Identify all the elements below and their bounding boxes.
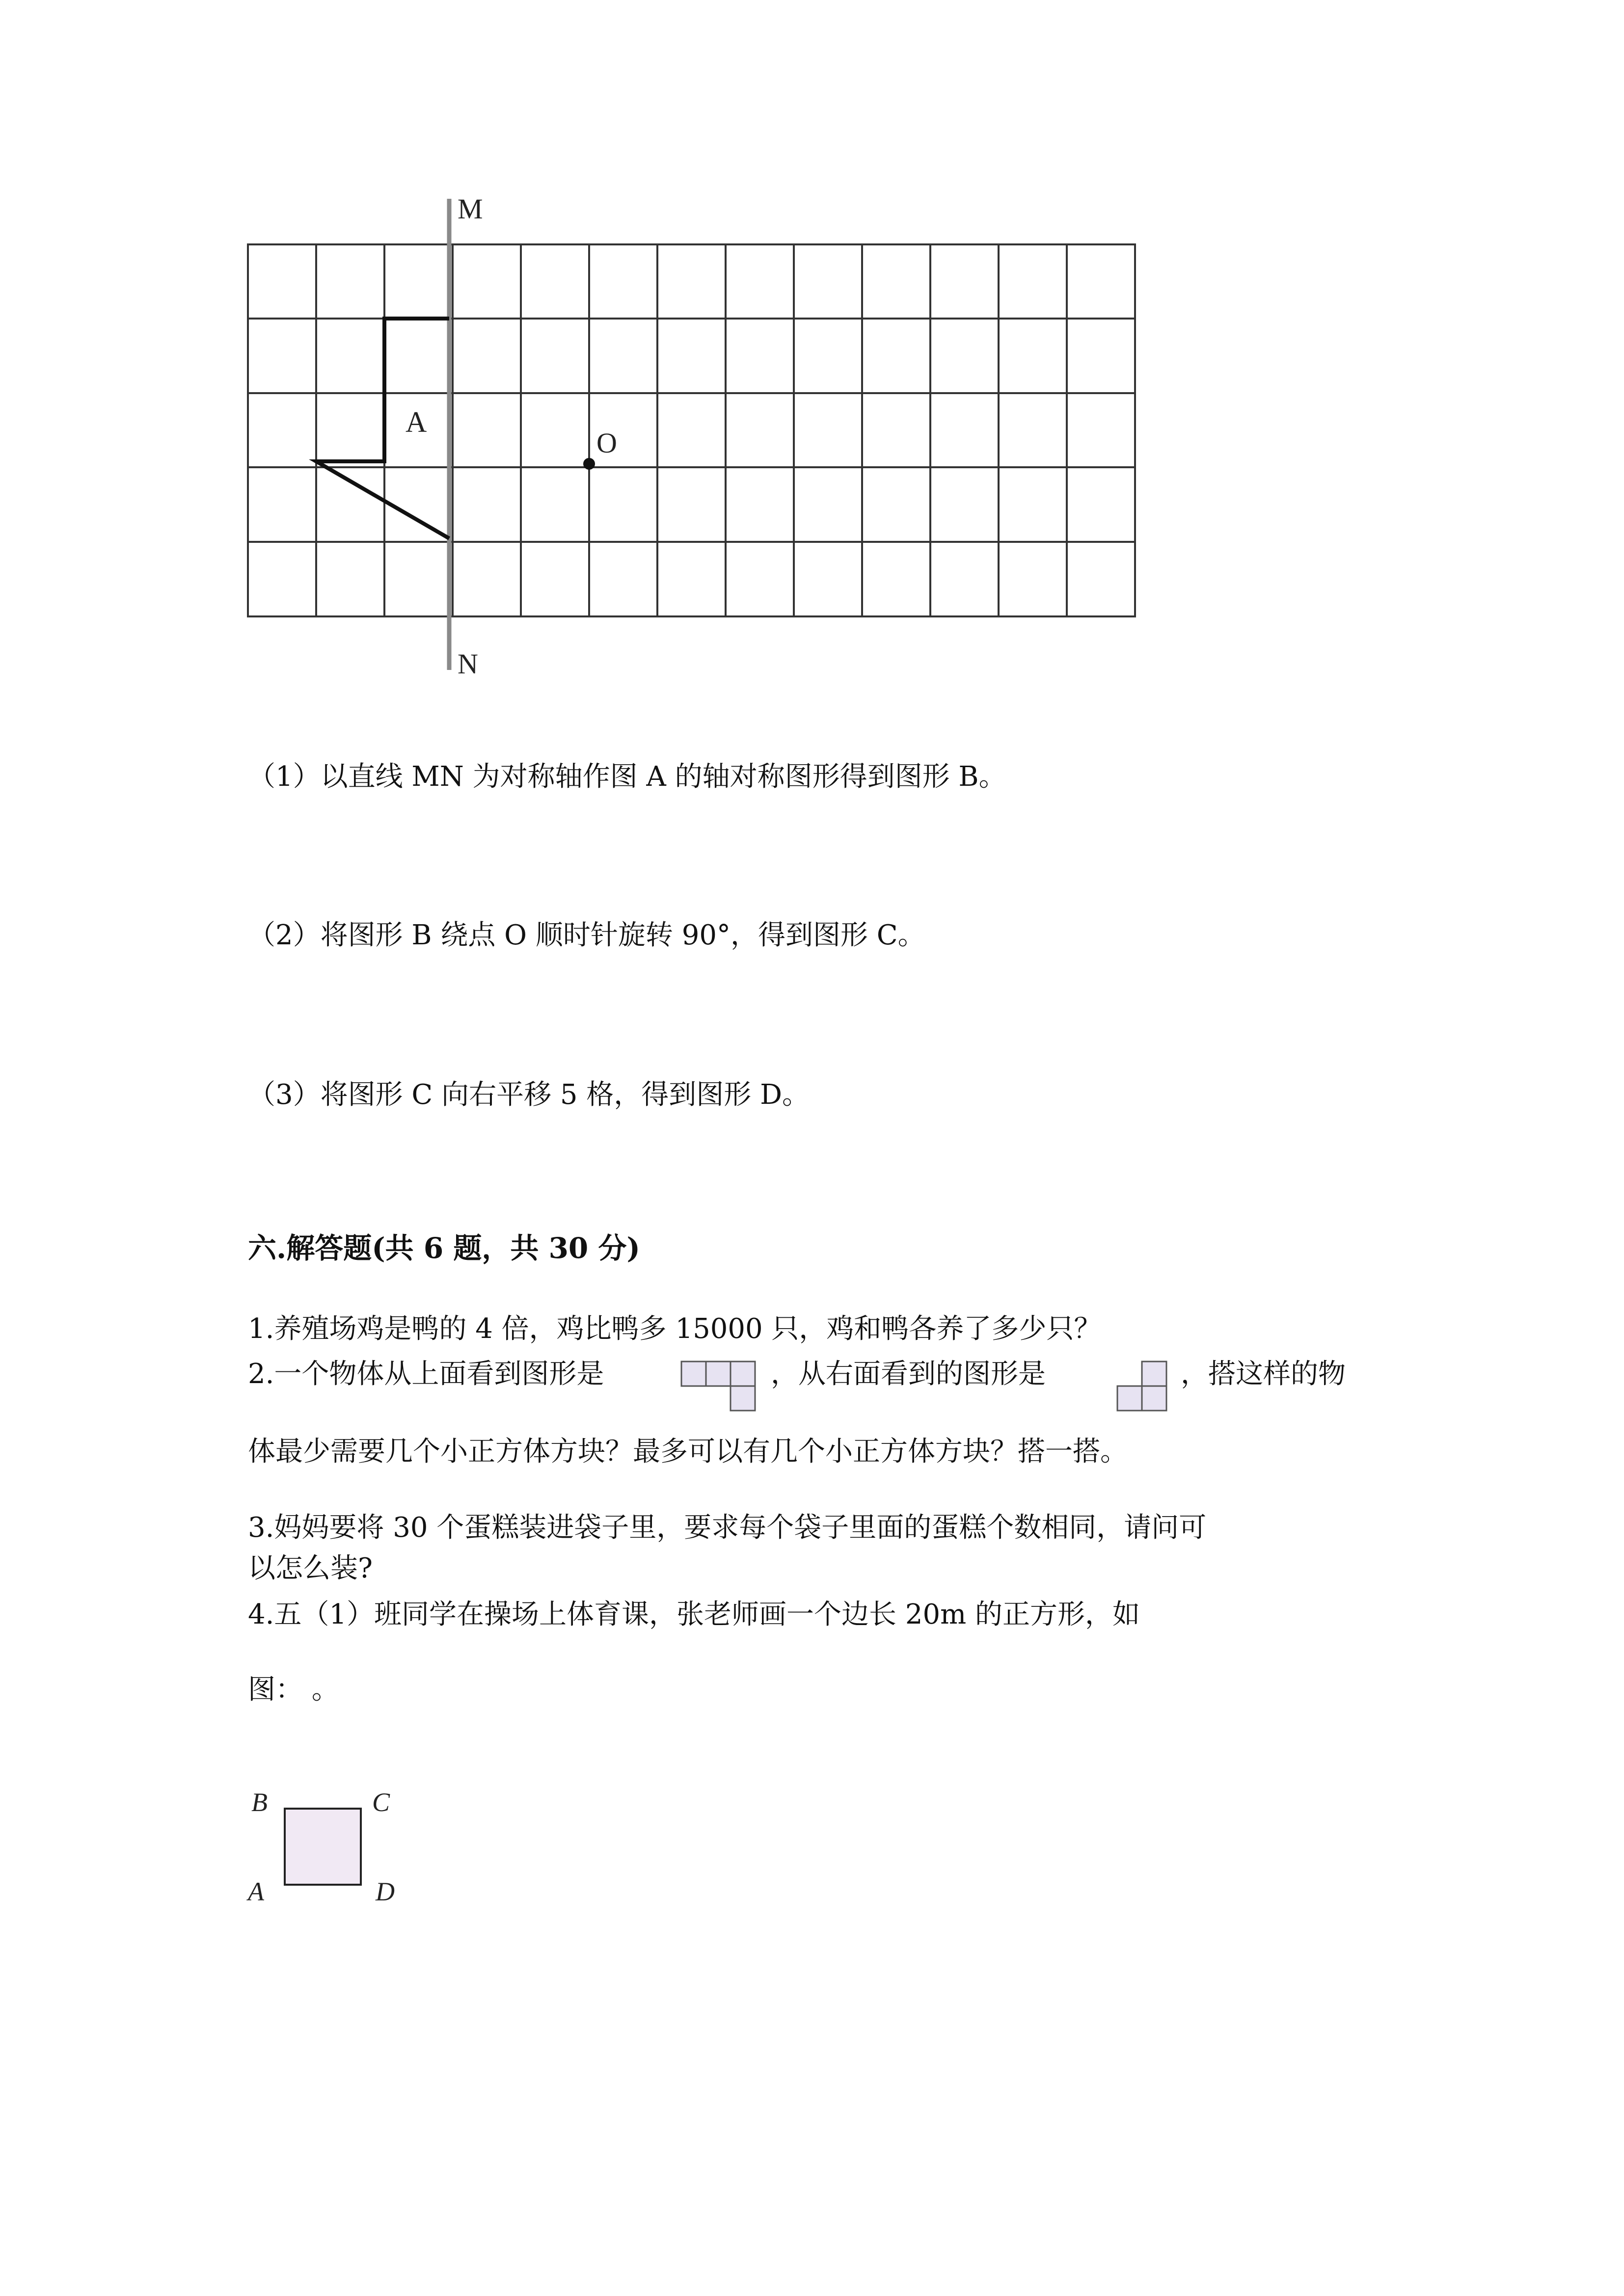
square-label-d: D [376, 1877, 395, 1906]
axis-label-n: N [458, 648, 478, 680]
question-1: 1.养殖场鸡是鸭的 4 倍，鸡比鸭多 15000 只，鸡和鸭各养了多少只？ [248, 1313, 1102, 1345]
section-title: 六.解答题(共 6 题，共 30 分) [248, 1231, 640, 1265]
task-2: （2）将图形 B 绕点 O 顺时针旋转 90°，得到图形 C。 [248, 919, 925, 951]
right-view-icon [1114, 1360, 1169, 1415]
task-3: （3）将图形 C 向右平移 5 格，得到图形 D。 [248, 1079, 810, 1111]
task-1: （1）以直线 MN 为对称轴作图 A 的轴对称图形得到图形 B。 [248, 761, 1006, 793]
question-2-part3: ，搭这样的物 [1181, 1358, 1346, 1390]
shape-a-label: A [406, 406, 427, 438]
question-2-part1: 2.一个物体从上面看到图形是 [248, 1358, 604, 1390]
grid-figure [236, 187, 1168, 687]
axis-label-m: M [458, 193, 483, 225]
top-view-icon [680, 1359, 758, 1413]
square-shape [285, 1809, 361, 1885]
question-2-line2: 体最少需要几个小正方体方块？最多可以有几个小正方体方块？搭一搭。 [248, 1436, 1128, 1468]
square-label-a: A [248, 1877, 264, 1906]
grid-lines [248, 244, 1135, 616]
question-3-line2: 以怎么装? [248, 1552, 373, 1584]
point-o-dot [583, 458, 595, 470]
question-4-line2: 图： 。 [248, 1674, 339, 1706]
question-2-part2: ，从右面看到的图形是 [771, 1358, 1046, 1390]
shape-a-outline [316, 319, 449, 538]
question-3-line1: 3.妈妈要将 30 个蛋糕装进袋子里，要求每个袋子里面的蛋糕个数相同，请问可 [248, 1512, 1207, 1544]
question-4-line1: 4.五（1）班同学在操场上体育课，张老师画一个边长 20m 的正方形，如 [248, 1599, 1140, 1630]
square-label-c: C [372, 1788, 390, 1817]
square-label-b: B [251, 1788, 268, 1817]
point-o-label: O [596, 427, 617, 459]
square-figure [241, 1777, 417, 1909]
